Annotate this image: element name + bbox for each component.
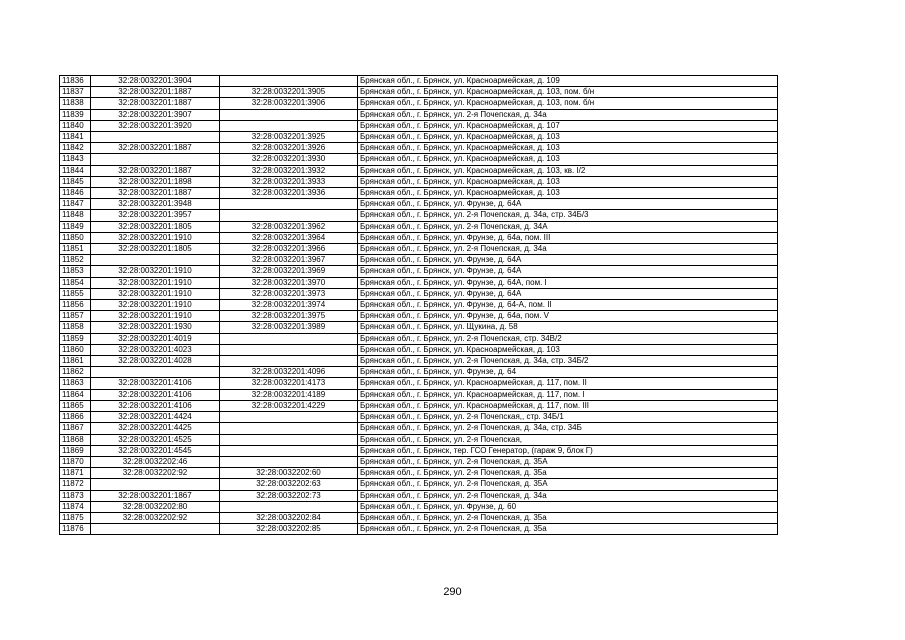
address-cell: Брянская обл., г. Брянск, ул. 2-я Почепская,, стр. 34Б/1 [358,412,778,423]
table-row [60,132,778,143]
table-row [60,367,778,378]
table-row [60,322,778,333]
related-cadastral-number-cell [220,412,358,423]
related-cadastral-number-cell: 32:28:0032201:4173 [220,378,358,389]
cadastral-number-cell: 32:28:0032201:4023 [91,344,220,355]
cadastral-number-cell: 32:28:0032201:3920 [91,120,220,131]
related-cadastral-number-cell: 32:28:0032201:3936 [220,188,358,199]
related-cadastral-number-cell [220,456,358,467]
related-cadastral-number-cell: 32:28:0032202:85 [220,524,358,535]
address-cell: Брянская обл., г. Брянск, ул. 2-я Почепская, стр. 34В/2 [358,333,778,344]
related-cadastral-number-cell [220,76,358,87]
table-row [60,87,778,98]
address-cell: Брянская обл., г. Брянск, ул. Красноармейская, д. 117, пом. II [358,378,778,389]
row-number-cell: 11871 [60,468,91,479]
cadastral-number-cell: 32:28:0032201:1887 [91,98,220,109]
cadastral-number-cell: 32:28:0032202:46 [91,456,220,467]
related-cadastral-number-cell: 32:28:0032201:4096 [220,367,358,378]
row-number-cell: 11869 [60,445,91,456]
table-row [60,311,778,322]
address-cell: Брянская обл., г. Брянск, ул. 2-я Почепская, д. 35а [358,512,778,523]
cadastral-number-cell: 32:28:0032201:1887 [91,87,220,98]
table-row [60,501,778,512]
related-cadastral-number-cell: 32:28:0032201:3989 [220,322,358,333]
related-cadastral-number-cell [220,109,358,120]
related-cadastral-number-cell [220,120,358,131]
address-cell: Брянская обл., г. Брянск, ул. 2-я Почепская, д. 34А [358,221,778,232]
table-row [60,468,778,479]
table-row [60,479,778,490]
registry-table [59,75,778,535]
row-number-cell: 11840 [60,120,91,131]
address-cell: Брянская обл., г. Брянск, ул. 2-я Почепская, д. 35а [358,524,778,535]
address-cell: Брянская обл., г. Брянск, ул. 2-я Почепская, д. 35а [358,468,778,479]
table-row [60,154,778,165]
cadastral-number-cell: 32:28:0032201:4424 [91,412,220,423]
related-cadastral-number-cell: 32:28:0032201:3926 [220,143,358,154]
address-cell: Брянская обл., г. Брянск, ул. Красноармейская, д. 103, кв. I/2 [358,165,778,176]
related-cadastral-number-cell [220,199,358,210]
cadastral-number-cell: 32:28:0032202:92 [91,512,220,523]
cadastral-number-cell: 32:28:0032201:3907 [91,109,220,120]
related-cadastral-number-cell: 32:28:0032201:4189 [220,389,358,400]
related-cadastral-number-cell: 32:28:0032201:3925 [220,132,358,143]
address-cell: Брянская обл., г. Брянск, ул. Фрунзе, д. 64а, пом. V [358,311,778,322]
row-number-cell: 11862 [60,367,91,378]
cadastral-number-cell [91,367,220,378]
address-cell: Брянская обл., г. Брянск, ул. Красноармейская, д. 103 [358,143,778,154]
cadastral-number-cell: 32:28:0032201:1867 [91,490,220,501]
address-cell: Брянская обл., г. Брянск, ул. Красноармейская, д. 103 [358,188,778,199]
address-cell: Брянская обл., г. Брянск, ул. Красноармейская, д. 103 [358,132,778,143]
related-cadastral-number-cell: 32:28:0032201:4229 [220,400,358,411]
table-row [60,210,778,221]
table-row [60,490,778,501]
address-cell: Брянская обл., г. Брянск, ул. Фрунзе, д. 64а, пом. III [358,232,778,243]
cadastral-number-cell: 32:28:0032201:4019 [91,333,220,344]
related-cadastral-number-cell: 32:28:0032202:63 [220,479,358,490]
table-row [60,378,778,389]
row-number-cell: 11845 [60,176,91,187]
related-cadastral-number-cell: 32:28:0032201:3969 [220,266,358,277]
related-cadastral-number-cell: 32:28:0032201:3970 [220,277,358,288]
cadastral-number-cell: 32:28:0032201:4028 [91,356,220,367]
address-cell: Брянская обл., г. Брянск, ул. 2-я Почепская, д. 34а [358,244,778,255]
cadastral-number-cell: 32:28:0032201:4545 [91,445,220,456]
row-number-cell: 11873 [60,490,91,501]
table-row [60,344,778,355]
cadastral-number-cell: 32:28:0032201:1805 [91,221,220,232]
table-row [60,244,778,255]
related-cadastral-number-cell: 32:28:0032201:3906 [220,98,358,109]
table-row [60,165,778,176]
row-number-cell: 11866 [60,412,91,423]
row-number-cell: 11853 [60,266,91,277]
address-cell: Брянская обл., г. Брянск, ул. 2-я Почепская, д. 34а, стр. 34Б [358,423,778,434]
table-row [60,120,778,131]
row-number-cell: 11846 [60,188,91,199]
table-row [60,176,778,187]
address-cell: Брянская обл., г. Брянск, ул. 2-я Почепская, д. 35А [358,456,778,467]
related-cadastral-number-cell: 32:28:0032202:60 [220,468,358,479]
row-number-cell: 11850 [60,232,91,243]
registry-table-body [60,76,778,535]
table-row [60,232,778,243]
row-number-cell: 11864 [60,389,91,400]
cadastral-number-cell [91,524,220,535]
cadastral-number-cell: 32:28:0032201:1910 [91,288,220,299]
row-number-cell: 11856 [60,300,91,311]
table-row [60,434,778,445]
related-cadastral-number-cell: 32:28:0032201:3974 [220,300,358,311]
related-cadastral-number-cell [220,210,358,221]
row-number-cell: 11854 [60,277,91,288]
related-cadastral-number-cell [220,344,358,355]
row-number-cell: 11848 [60,210,91,221]
related-cadastral-number-cell: 32:28:0032201:3905 [220,87,358,98]
table-row [60,76,778,87]
table-row [60,389,778,400]
table-row [60,98,778,109]
address-cell: Брянская обл., г. Брянск, ул. Красноармейская, д. 117, пом. I [358,389,778,400]
row-number-cell: 11844 [60,165,91,176]
table-row [60,266,778,277]
related-cadastral-number-cell [220,356,358,367]
address-cell: Брянская обл., г. Брянск, ул. Фрунзе, д. 60 [358,501,778,512]
table-row [60,221,778,232]
row-number-cell: 11843 [60,154,91,165]
row-number-cell: 11861 [60,356,91,367]
address-cell: Брянская обл., г. Брянск, ул. Щукина, д. 58 [358,322,778,333]
address-cell: Брянская обл., г. Брянск, ул. 2-я Почепская, д. 34а [358,109,778,120]
related-cadastral-number-cell: 32:28:0032201:3975 [220,311,358,322]
related-cadastral-number-cell: 32:28:0032201:3973 [220,288,358,299]
related-cadastral-number-cell: 32:28:0032201:3967 [220,255,358,266]
cadastral-number-cell: 32:28:0032201:1930 [91,322,220,333]
row-number-cell: 11836 [60,76,91,87]
row-number-cell: 11847 [60,199,91,210]
related-cadastral-number-cell: 32:28:0032201:3930 [220,154,358,165]
related-cadastral-number-cell: 32:28:0032202:73 [220,490,358,501]
cadastral-number-cell: 32:28:0032201:1910 [91,232,220,243]
address-cell: Брянская обл., г. Брянск, ул. Красноармейская, д. 109 [358,76,778,87]
address-cell: Брянская обл., г. Брянск, ул. Красноармейская, д. 107 [358,120,778,131]
address-cell: Брянская обл., г. Брянск, ул. 2-я Почепская, д. 34а [358,490,778,501]
cadastral-number-cell [91,154,220,165]
address-cell: Брянская обл., г. Брянск, ул. Фрунзе, д. 64-А, пом. II [358,300,778,311]
row-number-cell: 11868 [60,434,91,445]
row-number-cell: 11875 [60,512,91,523]
address-cell: Брянская обл., г. Брянск, ул. Фрунзе, д. 64А [358,199,778,210]
row-number-cell: 11870 [60,456,91,467]
row-number-cell: 11859 [60,333,91,344]
related-cadastral-number-cell: 32:28:0032201:3964 [220,232,358,243]
table-row [60,188,778,199]
address-cell: Брянская обл., г. Брянск, ул. 2-я Почепская, д. 34а, стр. 34Б/2 [358,356,778,367]
address-cell: Брянская обл., г. Брянск, ул. Красноармейская, д. 117, пом. III [358,400,778,411]
table-row [60,300,778,311]
table-row [60,512,778,523]
address-cell: Брянская обл., г. Брянск, ул. Красноармейская, д. 103 [358,154,778,165]
row-number-cell: 11860 [60,344,91,355]
related-cadastral-number-cell: 32:28:0032202:84 [220,512,358,523]
cadastral-number-cell: 32:28:0032201:4425 [91,423,220,434]
row-number-cell: 11863 [60,378,91,389]
row-number-cell: 11849 [60,221,91,232]
related-cadastral-number-cell [220,501,358,512]
cadastral-number-cell: 32:28:0032201:1910 [91,277,220,288]
related-cadastral-number-cell: 32:28:0032201:3962 [220,221,358,232]
cadastral-number-cell: 32:28:0032201:3948 [91,199,220,210]
table-row [60,255,778,266]
address-cell: Брянская обл., г. Брянск, ул. Фрунзе, д. 64А [358,266,778,277]
cadastral-number-cell: 32:28:0032201:1910 [91,266,220,277]
table-row [60,423,778,434]
row-number-cell: 11876 [60,524,91,535]
address-cell: Брянская обл., г. Брянск, ул. Фрунзе, д. 64А [358,255,778,266]
cadastral-number-cell: 32:28:0032202:92 [91,468,220,479]
cadastral-number-cell: 32:28:0032201:4106 [91,389,220,400]
cadastral-number-cell: 32:28:0032201:4106 [91,378,220,389]
cadastral-number-cell: 32:28:0032201:3957 [91,210,220,221]
related-cadastral-number-cell [220,423,358,434]
cadastral-number-cell: 32:28:0032201:3904 [91,76,220,87]
address-cell: Брянская обл., г. Брянск, тер. ГСО Генератор, (гараж 9, блок Г) [358,445,778,456]
cadastral-number-cell [91,479,220,490]
address-cell: Брянская обл., г. Брянск, ул. Красноармейская, д. 103 [358,344,778,355]
page-number: 290 [443,586,462,598]
row-number-cell: 11874 [60,501,91,512]
cadastral-number-cell: 32:28:0032201:1887 [91,165,220,176]
address-cell: Брянская обл., г. Брянск, ул. Фрунзе, д. 64 [358,367,778,378]
row-number-cell: 11842 [60,143,91,154]
address-cell: Брянская обл., г. Брянск, ул. 2-я Почепская, д. 35А [358,479,778,490]
row-number-cell: 11872 [60,479,91,490]
cadastral-number-cell: 32:28:0032201:1887 [91,143,220,154]
row-number-cell: 11839 [60,109,91,120]
related-cadastral-number-cell: 32:28:0032201:3932 [220,165,358,176]
related-cadastral-number-cell [220,333,358,344]
row-number-cell: 11851 [60,244,91,255]
table-row [60,288,778,299]
cadastral-number-cell [91,132,220,143]
cadastral-number-cell: 32:28:0032202:80 [91,501,220,512]
table-row [60,400,778,411]
address-cell: Брянская обл., г. Брянск, ул. Фрунзе, д. 64А [358,288,778,299]
related-cadastral-number-cell: 32:28:0032201:3933 [220,176,358,187]
address-cell: Брянская обл., г. Брянск, ул. Фрунзе, д. 64А, пом. I [358,277,778,288]
table-row [60,456,778,467]
table-row [60,412,778,423]
cadastral-number-cell: 32:28:0032201:4525 [91,434,220,445]
row-number-cell: 11852 [60,255,91,266]
cadastral-number-cell: 32:28:0032201:1887 [91,188,220,199]
cadastral-number-cell: 32:28:0032201:1910 [91,300,220,311]
related-cadastral-number-cell: 32:28:0032201:3966 [220,244,358,255]
table-row [60,524,778,535]
row-number-cell: 11841 [60,132,91,143]
row-number-cell: 11857 [60,311,91,322]
related-cadastral-number-cell [220,445,358,456]
table-row [60,199,778,210]
related-cadastral-number-cell [220,434,358,445]
row-number-cell: 11865 [60,400,91,411]
table-row [60,333,778,344]
cadastral-number-cell: 32:28:0032201:1910 [91,311,220,322]
address-cell: Брянская обл., г. Брянск, ул. Красноармейская, д. 103, пом. б/н [358,87,778,98]
cadastral-number-cell: 32:28:0032201:1805 [91,244,220,255]
table-row [60,277,778,288]
address-cell: Брянская обл., г. Брянск, ул. 2-я Почепская, д. 34а, стр. 34Б/3 [358,210,778,221]
cadastral-number-cell: 32:28:0032201:4106 [91,400,220,411]
row-number-cell: 11838 [60,98,91,109]
address-cell: Брянская обл., г. Брянск, ул. Красноармейская, д. 103 [358,176,778,187]
cadastral-number-cell [91,255,220,266]
row-number-cell: 11867 [60,423,91,434]
address-cell: Брянская обл., г. Брянск, ул. Красноармейская, д. 103, пом. б/н [358,98,778,109]
cadastral-number-cell: 32:28:0032201:1898 [91,176,220,187]
row-number-cell: 11855 [60,288,91,299]
row-number-cell: 11858 [60,322,91,333]
table-row [60,143,778,154]
address-cell: Брянская обл., г. Брянск, ул. 2-я Почепская, [358,434,778,445]
table-row [60,445,778,456]
table-row [60,109,778,120]
table-row [60,356,778,367]
row-number-cell: 11837 [60,87,91,98]
